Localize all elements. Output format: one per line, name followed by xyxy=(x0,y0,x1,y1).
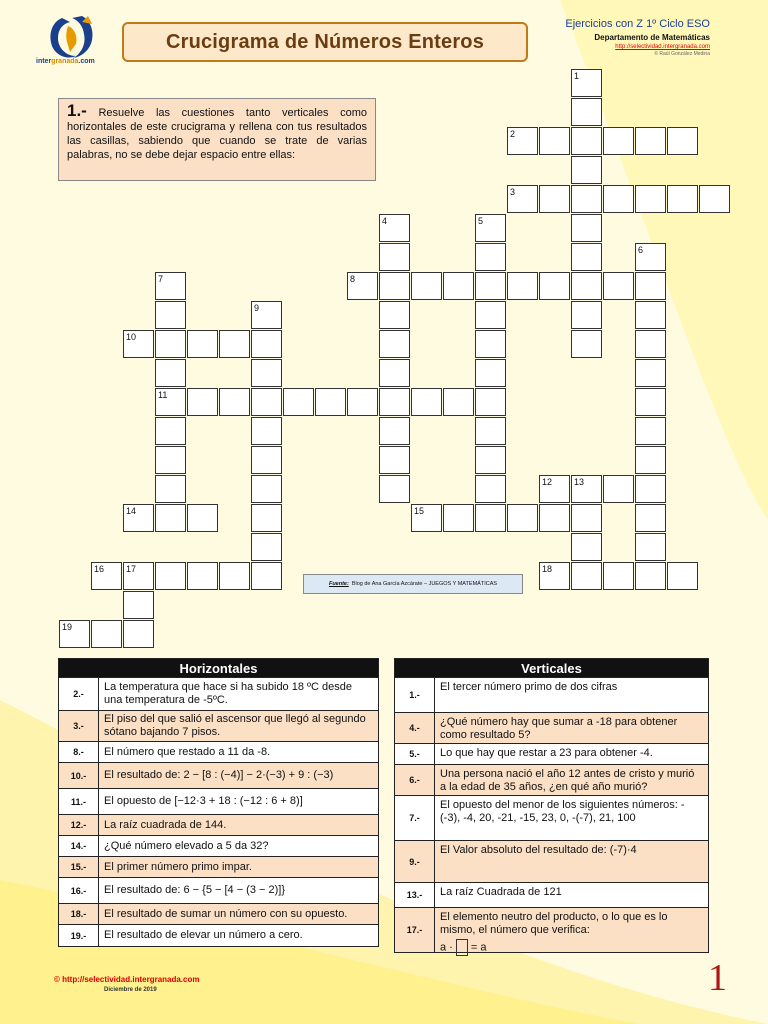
clue-number: 9 xyxy=(254,303,260,313)
clue-number: 1.- xyxy=(395,678,435,712)
equation-left: a · xyxy=(440,941,453,954)
crossword-cell[interactable] xyxy=(155,475,186,503)
clue-text-wrap xyxy=(435,765,708,795)
clue-text-wrap xyxy=(435,908,708,952)
crossword-cell[interactable] xyxy=(251,504,282,532)
clue-number: 14 xyxy=(126,506,137,516)
clue-number: 4 xyxy=(382,216,388,226)
crossword-cell[interactable] xyxy=(635,243,666,271)
clue-number: 7.- xyxy=(395,796,435,840)
clue-number: 10.- xyxy=(59,763,99,788)
crossword-cell[interactable] xyxy=(571,127,602,155)
answer-box[interactable] xyxy=(456,939,468,956)
crossword-cell[interactable] xyxy=(219,562,250,590)
crossword-cell[interactable] xyxy=(635,446,666,474)
crossword-cell[interactable] xyxy=(155,417,186,445)
crossword-cell[interactable] xyxy=(539,562,570,590)
clue-number: 16.- xyxy=(59,878,99,903)
clue-text: El resultado de: 2 − [8 : (−4)] − 2·(−3) + 9 : (−3) xyxy=(104,769,334,781)
clue-text: El piso del que salió el ascensor que llegó al segundo sótano bajando 7 pisos. xyxy=(104,713,366,738)
clue-text-wrap xyxy=(435,841,708,882)
clue-text: ¿Qué número hay que sumar a -18 para obtener como resultado 5? xyxy=(440,716,678,741)
crossword-cell[interactable] xyxy=(155,504,186,532)
crossword-cell[interactable] xyxy=(539,475,570,503)
vertical-clue-row xyxy=(395,883,708,908)
department-label: Departamento de Matemáticas xyxy=(594,33,710,42)
crossword-cell[interactable] xyxy=(635,533,666,561)
crossword-cell[interactable] xyxy=(571,156,602,184)
crossword-cell[interactable] xyxy=(187,504,218,532)
horizontal-clue-row xyxy=(59,836,378,857)
clue-text-wrap xyxy=(435,744,708,764)
clue-text: El número que restado a 11 da -8. xyxy=(104,745,271,758)
crossword-cell[interactable] xyxy=(155,388,186,416)
crossword-cell[interactable] xyxy=(379,243,410,271)
horizontales-header: Horizontales xyxy=(59,659,378,678)
crossword-cell[interactable] xyxy=(667,562,698,590)
course-label: Ejercicios con Z 1º Ciclo ESO xyxy=(565,18,710,30)
crossword-cell[interactable] xyxy=(571,533,602,561)
crossword-cell[interactable] xyxy=(475,243,506,271)
header-url-link[interactable]: http://selectividad.intergranada.com xyxy=(615,44,710,50)
clue-text-wrap xyxy=(435,713,708,743)
clue-text: La temperatura que hace si ha subido 18 ºC desde una temperatura de -5ºC. xyxy=(104,681,353,706)
crossword-cell[interactable] xyxy=(571,243,602,271)
crossword-cell[interactable] xyxy=(507,127,538,155)
clue-text: El resultado de: 6 − {5 − [4 − (3 − 2)]} xyxy=(104,884,286,896)
crossword-cell[interactable] xyxy=(475,214,506,242)
crossword-cell[interactable] xyxy=(283,388,314,416)
clue-number: 7 xyxy=(158,274,164,284)
clue-text: Lo que hay que restar a 23 para obtener -4. xyxy=(440,747,653,759)
clue-text: El tercer número primo de dos cifras xyxy=(440,681,618,693)
clue-number: 18 xyxy=(542,564,553,574)
clue-number: 13.- xyxy=(395,883,435,907)
crossword-cell[interactable] xyxy=(219,388,250,416)
crossword-cell[interactable] xyxy=(635,475,666,503)
crossword-cell[interactable] xyxy=(667,185,698,213)
clue-number: 8.- xyxy=(59,742,99,762)
horizontal-clue-row xyxy=(59,678,378,711)
crossword-cell[interactable] xyxy=(155,562,186,590)
clue-number: 6 xyxy=(638,245,644,255)
crossword-cell[interactable] xyxy=(187,388,218,416)
crossword-cell[interactable] xyxy=(571,504,602,532)
clue-number: 19 xyxy=(62,622,73,632)
crossword-cell[interactable] xyxy=(443,388,474,416)
horizontal-clue-row xyxy=(59,711,378,742)
clue-text: El Valor absoluto del resultado de: (-7)·4 xyxy=(440,844,637,856)
crossword-cell[interactable] xyxy=(155,359,186,387)
clue-number: 17 xyxy=(126,564,137,574)
crossword-cell[interactable] xyxy=(251,388,282,416)
clue-text: El elemento neutro del producto, o lo que es lo mismo, el número que verifica: xyxy=(440,911,668,936)
clue-text: La raíz cuadrada de 144. xyxy=(104,818,227,831)
crossword-cell[interactable] xyxy=(91,620,122,648)
crossword-cell[interactable] xyxy=(603,272,634,300)
crossword-cell[interactable] xyxy=(571,301,602,329)
horizontal-clue-row xyxy=(59,763,378,789)
clue-number: 11.- xyxy=(59,789,99,814)
crossword-cell[interactable] xyxy=(539,504,570,532)
footer-date: Diciembre de 2019 xyxy=(104,987,157,993)
footer xyxy=(54,975,199,993)
crossword-cell[interactable] xyxy=(251,301,282,329)
crossword-cell[interactable] xyxy=(603,127,634,155)
crossword-cell[interactable] xyxy=(507,272,538,300)
clue-number: 13 xyxy=(574,477,585,487)
horizontal-clue-row xyxy=(59,878,378,904)
crossword-cell[interactable] xyxy=(635,504,666,532)
source-text: Blog de Ana García Azcárate – JUEGOS Y MATEMÁTICAS xyxy=(351,581,498,587)
clue-text: El opuesto de [−12·3 + 18 : (−12 : 6 + 8)] xyxy=(104,795,303,807)
verticales-table xyxy=(394,658,709,953)
logo-text: intergranada.com xyxy=(36,58,95,65)
clue-number: 12.- xyxy=(59,815,99,835)
crossword-cell[interactable] xyxy=(475,504,506,532)
clue-number: 12 xyxy=(542,477,553,487)
crossword-cell[interactable] xyxy=(475,301,506,329)
crossword-cell[interactable] xyxy=(251,446,282,474)
crossword-cell[interactable] xyxy=(379,475,410,503)
crossword-cell[interactable] xyxy=(251,562,282,590)
crossword-cell[interactable] xyxy=(571,185,602,213)
horizontales-table xyxy=(58,658,379,947)
horizontal-clue-row xyxy=(59,789,378,815)
crossword-cell[interactable] xyxy=(571,475,602,503)
crossword-cell[interactable] xyxy=(155,272,186,300)
crossword-cell[interactable] xyxy=(475,359,506,387)
vertical-clue-row xyxy=(395,796,708,841)
crossword-cell[interactable] xyxy=(635,562,666,590)
clue-number: 19.- xyxy=(59,925,99,946)
crossword-cell[interactable] xyxy=(155,330,186,358)
crossword-cell[interactable] xyxy=(251,533,282,561)
crossword-cell[interactable] xyxy=(379,388,410,416)
crossword-cell[interactable] xyxy=(315,388,346,416)
crossword-cell[interactable] xyxy=(379,359,410,387)
clue-number: 11 xyxy=(158,390,168,400)
crossword-cell[interactable] xyxy=(187,330,218,358)
crossword-cell[interactable] xyxy=(347,272,378,300)
vertical-clue-row xyxy=(395,841,708,883)
crossword-cell[interactable] xyxy=(475,330,506,358)
crossword-cell[interactable] xyxy=(539,272,570,300)
clue-number: 6.- xyxy=(395,765,435,795)
crossword-cell[interactable] xyxy=(571,214,602,242)
crossword-cell[interactable] xyxy=(699,185,730,213)
crossword-cell[interactable] xyxy=(379,214,410,242)
horizontal-clue-row xyxy=(59,904,378,925)
clue-text-wrap xyxy=(435,796,708,840)
vertical-clue-row xyxy=(395,678,708,713)
horizontal-clue-row xyxy=(59,815,378,836)
footer-link[interactable]: © http://selectividad.intergranada.com xyxy=(54,975,200,984)
clue-number: 3.- xyxy=(59,711,99,741)
clue-text: La raíz Cuadrada de 121 xyxy=(440,886,562,898)
vertical-clue-row xyxy=(395,908,708,952)
clue-text: Una persona nació el año 12 antes de cristo y murió a la edad de 35 años, ¿en qué año murió? xyxy=(440,768,695,793)
crossword-cell[interactable] xyxy=(219,330,250,358)
clue-number: 5.- xyxy=(395,744,435,764)
crossword-cell[interactable] xyxy=(635,330,666,358)
crossword-cell[interactable] xyxy=(475,446,506,474)
crossword-cell[interactable] xyxy=(59,620,90,648)
clue-number: 1 xyxy=(574,71,580,81)
clue-number: 5 xyxy=(478,216,484,226)
crossword-cell[interactable] xyxy=(571,69,602,97)
crossword-cell[interactable] xyxy=(123,620,154,648)
crossword-cell[interactable] xyxy=(635,185,666,213)
page-number: 1 xyxy=(708,957,727,999)
equation-right: = a xyxy=(470,941,487,954)
clue-number: 10 xyxy=(126,332,137,342)
crossword-cell[interactable] xyxy=(251,475,282,503)
crossword-cell[interactable] xyxy=(187,562,218,590)
clue-number: 15 xyxy=(414,506,425,516)
clue-number: 8 xyxy=(350,274,356,284)
crossword-cell[interactable] xyxy=(635,417,666,445)
crossword-cell[interactable] xyxy=(475,272,506,300)
crossword-cell[interactable] xyxy=(603,185,634,213)
clue-text-wrap xyxy=(435,883,708,907)
instructions-text: Resuelve las cuestiones tanto verticales como horizontales de este crucigrama y rellena con tus resultados las casillas, sabiendo que cuando se trate de varias palabras, no se debe dejar espacio entre ellas: xyxy=(67,107,367,161)
source-note xyxy=(303,574,523,594)
crossword-cell[interactable] xyxy=(475,388,506,416)
crossword-cell[interactable] xyxy=(411,504,442,532)
clue-number: 15.- xyxy=(59,857,99,877)
crossword-cell[interactable] xyxy=(379,272,410,300)
crossword-cell[interactable] xyxy=(379,417,410,445)
clue-number: 4.- xyxy=(395,713,435,743)
clue-number: 2.- xyxy=(59,678,99,710)
crossword-cell[interactable] xyxy=(411,388,442,416)
clue-number: 14.- xyxy=(59,836,99,856)
clue-number: 18.- xyxy=(59,904,99,924)
crossword-cell[interactable] xyxy=(571,562,602,590)
horizontal-clue-row xyxy=(59,742,378,763)
crossword-cell[interactable] xyxy=(443,272,474,300)
crossword-cell[interactable] xyxy=(635,359,666,387)
clue-number: 16 xyxy=(94,564,105,574)
crossword-cell[interactable] xyxy=(251,359,282,387)
verticales-header: Verticales xyxy=(395,659,708,678)
vertical-clue-row xyxy=(395,713,708,744)
clue-text: ¿Qué número elevado a 5 da 32? xyxy=(104,839,269,852)
horizontal-clue-row xyxy=(59,925,378,946)
crossword-cell[interactable] xyxy=(635,301,666,329)
crossword-cell[interactable] xyxy=(571,330,602,358)
clue-number: 2 xyxy=(510,129,516,139)
crossword-cell[interactable] xyxy=(379,446,410,474)
crossword-cell[interactable] xyxy=(571,272,602,300)
exercise-number: 1.- xyxy=(67,101,87,120)
crossword-cell[interactable] xyxy=(123,330,154,358)
crossword-cell[interactable] xyxy=(507,504,538,532)
horizontal-clue-row xyxy=(59,857,378,878)
crossword-cell[interactable] xyxy=(443,504,474,532)
crossword-cell[interactable] xyxy=(123,504,154,532)
clue-text: El opuesto del menor de los siguientes números: -(-3), -4, 20, -21, -15, 23, 0, -(-7), 21, 100 xyxy=(440,799,685,824)
crossword-cell[interactable] xyxy=(155,301,186,329)
page-title: Crucigrama de Números Enteros xyxy=(122,22,528,62)
crossword-cell[interactable] xyxy=(475,417,506,445)
crossword-cell[interactable] xyxy=(635,127,666,155)
crossword-cell[interactable] xyxy=(475,475,506,503)
crossword-cell[interactable] xyxy=(379,330,410,358)
crossword-cell[interactable] xyxy=(539,185,570,213)
crossword-cell[interactable] xyxy=(155,446,186,474)
crossword-cell[interactable] xyxy=(91,562,122,590)
crossword-cell[interactable] xyxy=(539,127,570,155)
crossword-cell[interactable] xyxy=(571,98,602,126)
crossword-cell[interactable] xyxy=(603,475,634,503)
clue-number: 17.- xyxy=(395,908,435,952)
crossword-cell[interactable] xyxy=(603,562,634,590)
clue-text: El primer número primo impar. xyxy=(104,860,252,873)
clue-text-wrap xyxy=(435,678,708,712)
vertical-clue-row xyxy=(395,744,708,765)
crossword-cell[interactable] xyxy=(379,301,410,329)
author-label: © Raúl González Medina xyxy=(654,51,710,57)
crossword-cell[interactable] xyxy=(667,127,698,155)
vertical-clue-row xyxy=(395,765,708,796)
crossword-cell[interactable] xyxy=(507,185,538,213)
crossword-cell[interactable] xyxy=(411,272,442,300)
crossword-cell[interactable] xyxy=(123,591,154,619)
crossword-cell[interactable] xyxy=(347,388,378,416)
source-label: Fuente: xyxy=(328,581,349,587)
crossword-cell[interactable] xyxy=(123,562,154,590)
clue-text: El resultado de elevar un número a cero. xyxy=(104,929,303,941)
crossword-cell[interactable] xyxy=(251,330,282,358)
clue-text: El resultado de sumar un número con su opuesto. xyxy=(104,907,348,920)
crossword-cell[interactable] xyxy=(635,388,666,416)
crossword-cell[interactable] xyxy=(251,417,282,445)
clue-number: 9.- xyxy=(395,841,435,882)
crossword-cell[interactable] xyxy=(635,272,666,300)
clue-number: 3 xyxy=(510,187,516,197)
